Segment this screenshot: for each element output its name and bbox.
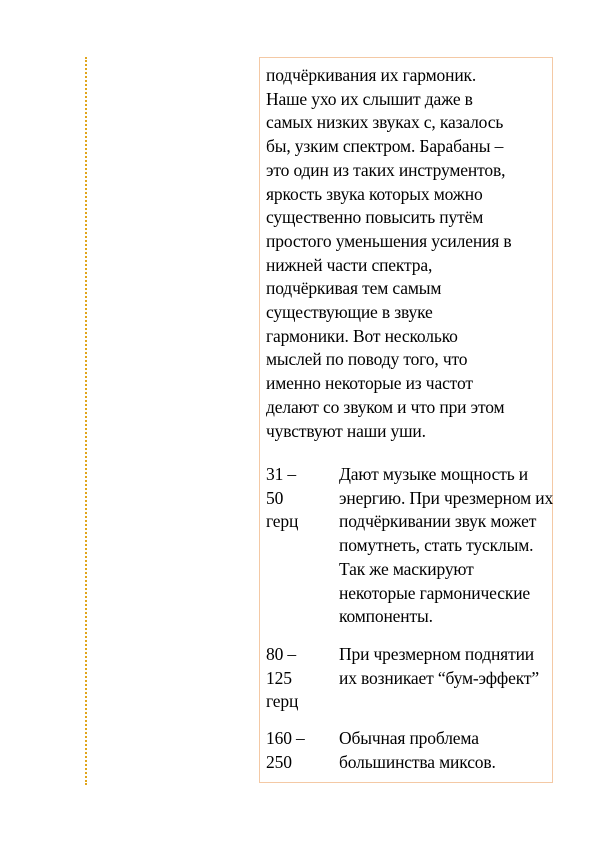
- margin-dotted-line: [85, 57, 87, 785]
- frequency-range: 31 – 50 герц: [266, 464, 299, 532]
- frequency-description: Обычная проблема большинства миксов.: [339, 728, 496, 772]
- frequency-description: Дают музыке мощность и энергию. При чрезмерном их подчёркивании звук может помутнеть, стать тусклым. Так же маскируют некоторые гармонические компоненты.: [339, 464, 554, 627]
- frequency-range: 160 – 250: [266, 728, 305, 772]
- body-paragraph: подчёркивания их гармоник. Наше ухо их слышит даже в самых низких звуках с, казалось бы, узким спектром. Барабаны – это один из таких инструментов, яркость звука которых можно существенно повысить путём простого уменьшения усиления в нижней части спектра, подчёркивая тем самым существующие в звуке гармоники. Вот несколько мыслей по поводу того, что именно некоторые из частот делают со звуком и что при этом чувствуют наши уши.: [266, 65, 512, 441]
- text-frame: [259, 57, 553, 783]
- frequency-range: 80 – 125 герц: [266, 644, 299, 712]
- frequency-description: При чрезмерном поднятии их возникает “бум-эффект”: [339, 644, 539, 688]
